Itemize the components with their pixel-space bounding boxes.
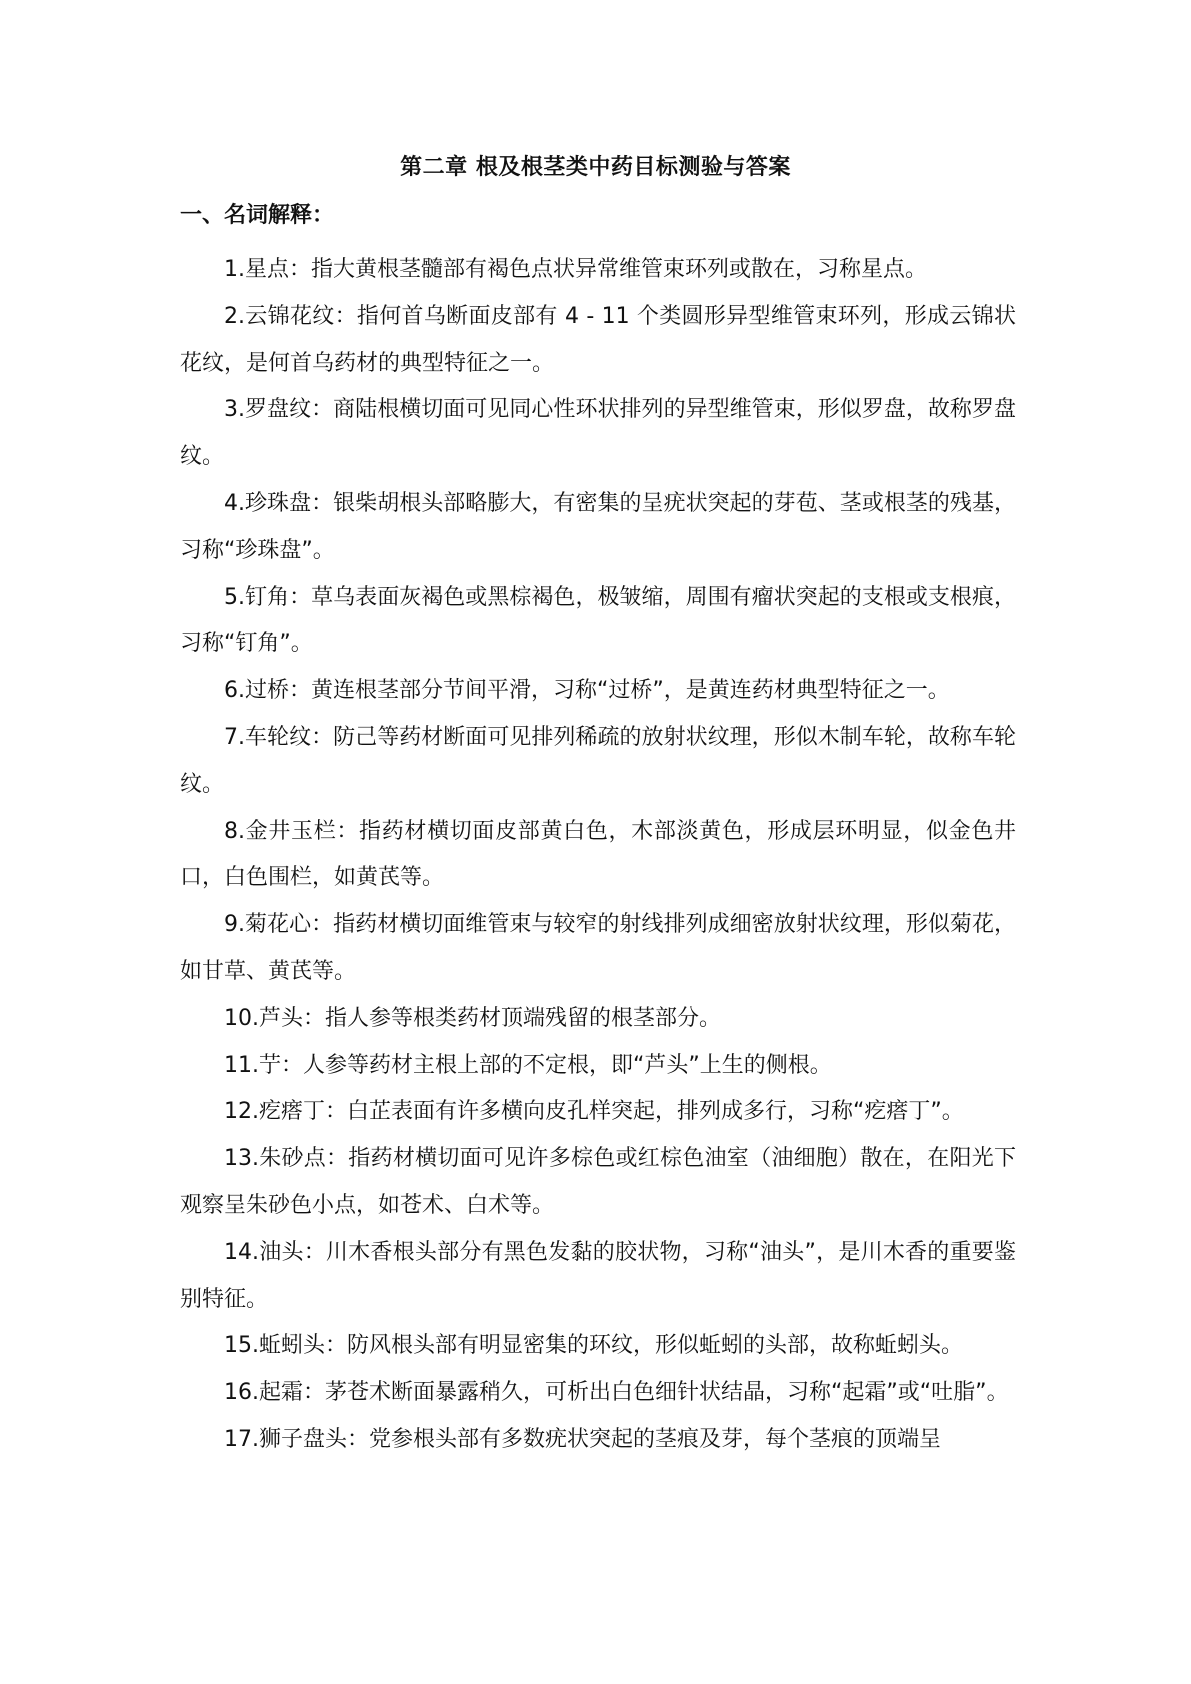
definition-entry: 3.罗盘纹：商陆根横切面可见同心性环状排列的异型维管束，形似罗盘，故称罗盘纹。: [180, 397, 1016, 470]
definition-entry: 1.星点：指大黄根茎髓部有褐色点状异常维管束环列或散在，习称星点。: [224, 257, 927, 282]
definition-entry: 10.芦头：指人参等根类药材顶端残留的根茎部分。: [224, 1005, 721, 1031]
definition-entry: 14.油头：川木香根头部分有黑色发黏的胶状物，习称“油头”，是川木香的重要鉴别特征。: [180, 1239, 1016, 1312]
definition-entry: 11.艼：人参等药材主根上部的不定根，即“芦头”上生的侧根。: [224, 1052, 832, 1078]
definition-entry: 17.狮子盘头：党参根头部有多数疣状突起的茎痕及芽，每个茎痕的顶端呈: [224, 1426, 941, 1452]
definition-entry: 12.疙瘩丁：白芷表面有许多横向皮孔样突起，排列成多行，习称“疙瘩丁”。: [224, 1099, 964, 1125]
definition-entry: 8.金井玉栏：指药材横切面皮部黄白色，木部淡黄色，形成层环明显，似金色井口，白色围栏，如黄芪等。: [180, 818, 1016, 891]
section-heading: 一、名词解释：: [180, 203, 335, 228]
definition-entry: 4.珍珠盘：银柴胡根头部略膨大，有密集的呈疣状突起的芽苞、茎或根茎的残基，习称“珍珠盘”。: [180, 490, 1016, 563]
document-title: 第二章 根及根茎类中药目标测验与答案: [400, 155, 791, 180]
definition-entry: 9.菊花心：指药材横切面维管束与较窄的射线排列成细密放射状纹理，形似菊花，如甘草、黄芪等。: [180, 912, 1016, 984]
definition-entry: 15.蚯蚓头：防风根头部有明显密集的环纹，形似蚯蚓的头部，故称蚯蚓头。: [224, 1333, 963, 1359]
definition-entry: 2.云锦花纹：指何首乌断面皮部有 4 - 11 个类圆形异型维管束环列，形成云锦状花纹，是何首乌药材的典型特征之一。: [180, 303, 1016, 376]
definition-list: [180, 247, 1016, 1464]
definition-entry: 7.车轮纹：防己等药材断面可见排列稀疏的放射状纹理，形似木制车轮，故称车轮纹。: [180, 724, 1016, 797]
definition-entry: 6.过桥：黄连根茎部分节间平滑，习称“过桥”，是黄连药材典型特征之一。: [224, 678, 950, 704]
definition-entry: 5.钉角：草乌表面灰褐色或黑棕褐色，极皱缩，周围有瘤状突起的支根或支根痕，习称“钉角”。: [180, 584, 1016, 657]
definition-entry: 13.朱砂点：指药材横切面可见许多棕色或红棕色油室（油细胞）散在，在阳光下观察呈朱砂色小点，如苍术、白术等。: [180, 1146, 1016, 1218]
definition-entry: 16.起霜：茅苍术断面暴露稍久，可析出白色细针状结晶，习称“起霜”或“吐脂”。: [224, 1380, 1009, 1406]
